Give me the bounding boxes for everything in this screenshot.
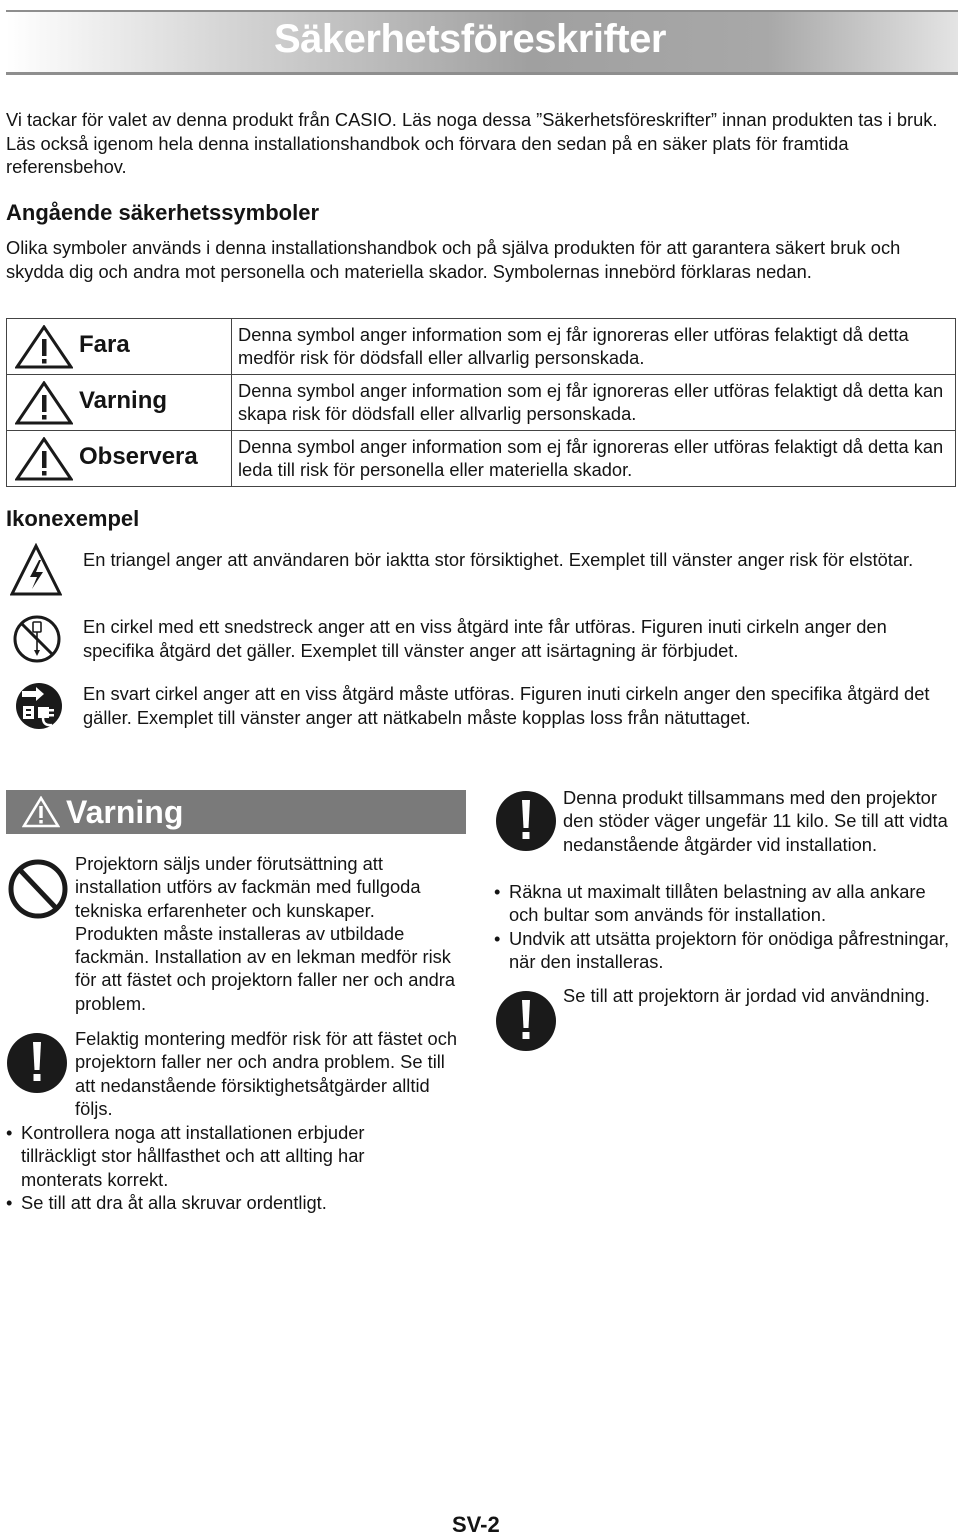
list-item: • Se till att dra åt alla skruvar ordentligt.	[6, 1191, 416, 1214]
no-disassembly-icon	[12, 612, 62, 666]
symbols-heading: Angående säkerhetssymboler	[6, 200, 320, 225]
page-number: SV-2	[452, 1512, 500, 1537]
right-bullet-list	[494, 880, 954, 973]
mandatory-text: Denna produkt tillsammans med den projektor den stöder väger ungefär 11 kilo. Se till att vidta nedanstående åtgärder vid installation.	[563, 787, 948, 855]
warning-triangle-icon	[15, 325, 73, 369]
symbol-row-fara	[7, 319, 956, 375]
list-item: • Undvik att utsätta projektorn för onödiga påfrestningar, när den installeras.	[494, 927, 954, 974]
warning-banner	[6, 790, 466, 834]
mandatory-text: Felaktig montering medför risk för att fästet och projektorn faller ner och andra problem. Se till att nedanstående försiktighetsåtgärder alltid följs.	[75, 1028, 458, 1119]
icon-example-text: En svart cirkel anger att en viss åtgärd måste utföras. Figuren inuti cirkeln anger den specifika åtgärd det gäller. Exemplet till vänster anger att nätkabeln måste kopplas loss från nätuttaget.	[83, 683, 930, 728]
icon-example-text: En cirkel med ett snedstreck anger att en viss åtgärd inte får utföras. Figuren inuti cirkeln anger den specifika åtgärd det gäller. Exemplet till vänster anger att isärtagning är förbjudet.	[83, 616, 887, 661]
symbol-label: Observera	[79, 443, 198, 470]
grounding-text: Se till att projektorn är jordad vid användning.	[563, 985, 930, 1006]
page-title: Säkerhetsföreskrifter	[274, 17, 666, 61]
intro-paragraph: Vi tackar för valet av denna produkt från CASIO. Läs noga dessa ”Säkerhetsföreskrifter” innan produkten tas i bruk. Läs också igenom hela denna installationshandbok och förvara den sedan på en säker plats för framtida referensbehov.	[6, 109, 938, 177]
left-bullet-list	[6, 1121, 416, 1214]
symbols-description: Olika symboler används i denna installationshandbok och på själva produkten för att garantera säkert bruk och skydda dig och andra mot personella och materiella skador. Symbolernas innebörd förklaras nedan.	[6, 237, 901, 282]
list-item: • Räkna ut maximalt tillåten belastning av alla ankare och bultar som används för installation.	[494, 880, 954, 927]
icon-examples-heading: Ikonexempel	[6, 506, 140, 531]
symbol-label: Fara	[79, 331, 130, 358]
warning-triangle-icon	[15, 437, 73, 481]
mandatory-action-icon	[6, 1032, 68, 1094]
warning-triangle-icon	[15, 381, 73, 425]
unplug-icon	[14, 679, 64, 733]
warning-label: Varning	[66, 794, 184, 830]
symbol-row-observera	[7, 431, 956, 487]
symbol-label: Varning	[79, 387, 168, 414]
prohibition-icon	[7, 856, 69, 922]
prohibition-text: Projektorn säljs under förutsättning att installation utförs av fackmän med fullgoda tekniska erfarenheter och kunskaper. Produkten måste installeras av utbildade fackmän. Installation av en lekman medför risk för att fästet och projektorn faller ner och andra problem.	[75, 853, 456, 1014]
symbol-description: Denna symbol anger information som ej får ignoreras eller utföras felaktigt då detta medför risk för dödsfall eller allvarlig personskada.	[232, 319, 956, 375]
electric-shock-triangle-icon	[10, 543, 62, 597]
icon-example-text: En triangel anger att användaren bör iaktta stor försiktighet. Exemplet till vänster anger risk för elstötar.	[83, 549, 914, 570]
symbol-description: Denna symbol anger information som ej får ignoreras eller utföras felaktigt då detta kan skapa risk för dödsfall eller allvarlig personskada.	[232, 375, 956, 431]
warning-triangle-icon	[22, 796, 60, 828]
list-item: • Kontrollera noga att installationen erbjuder tillräckligt stor hållfasthet och att allting har monterats korrekt.	[6, 1121, 416, 1191]
symbol-description: Denna symbol anger information som ej får ignoreras eller utföras felaktigt då detta kan leda till risk för personella eller materiella skador.	[232, 431, 956, 487]
symbol-row-varning	[7, 375, 956, 431]
mandatory-action-icon	[495, 790, 557, 852]
mandatory-action-icon	[495, 990, 557, 1052]
symbol-table	[6, 318, 956, 487]
